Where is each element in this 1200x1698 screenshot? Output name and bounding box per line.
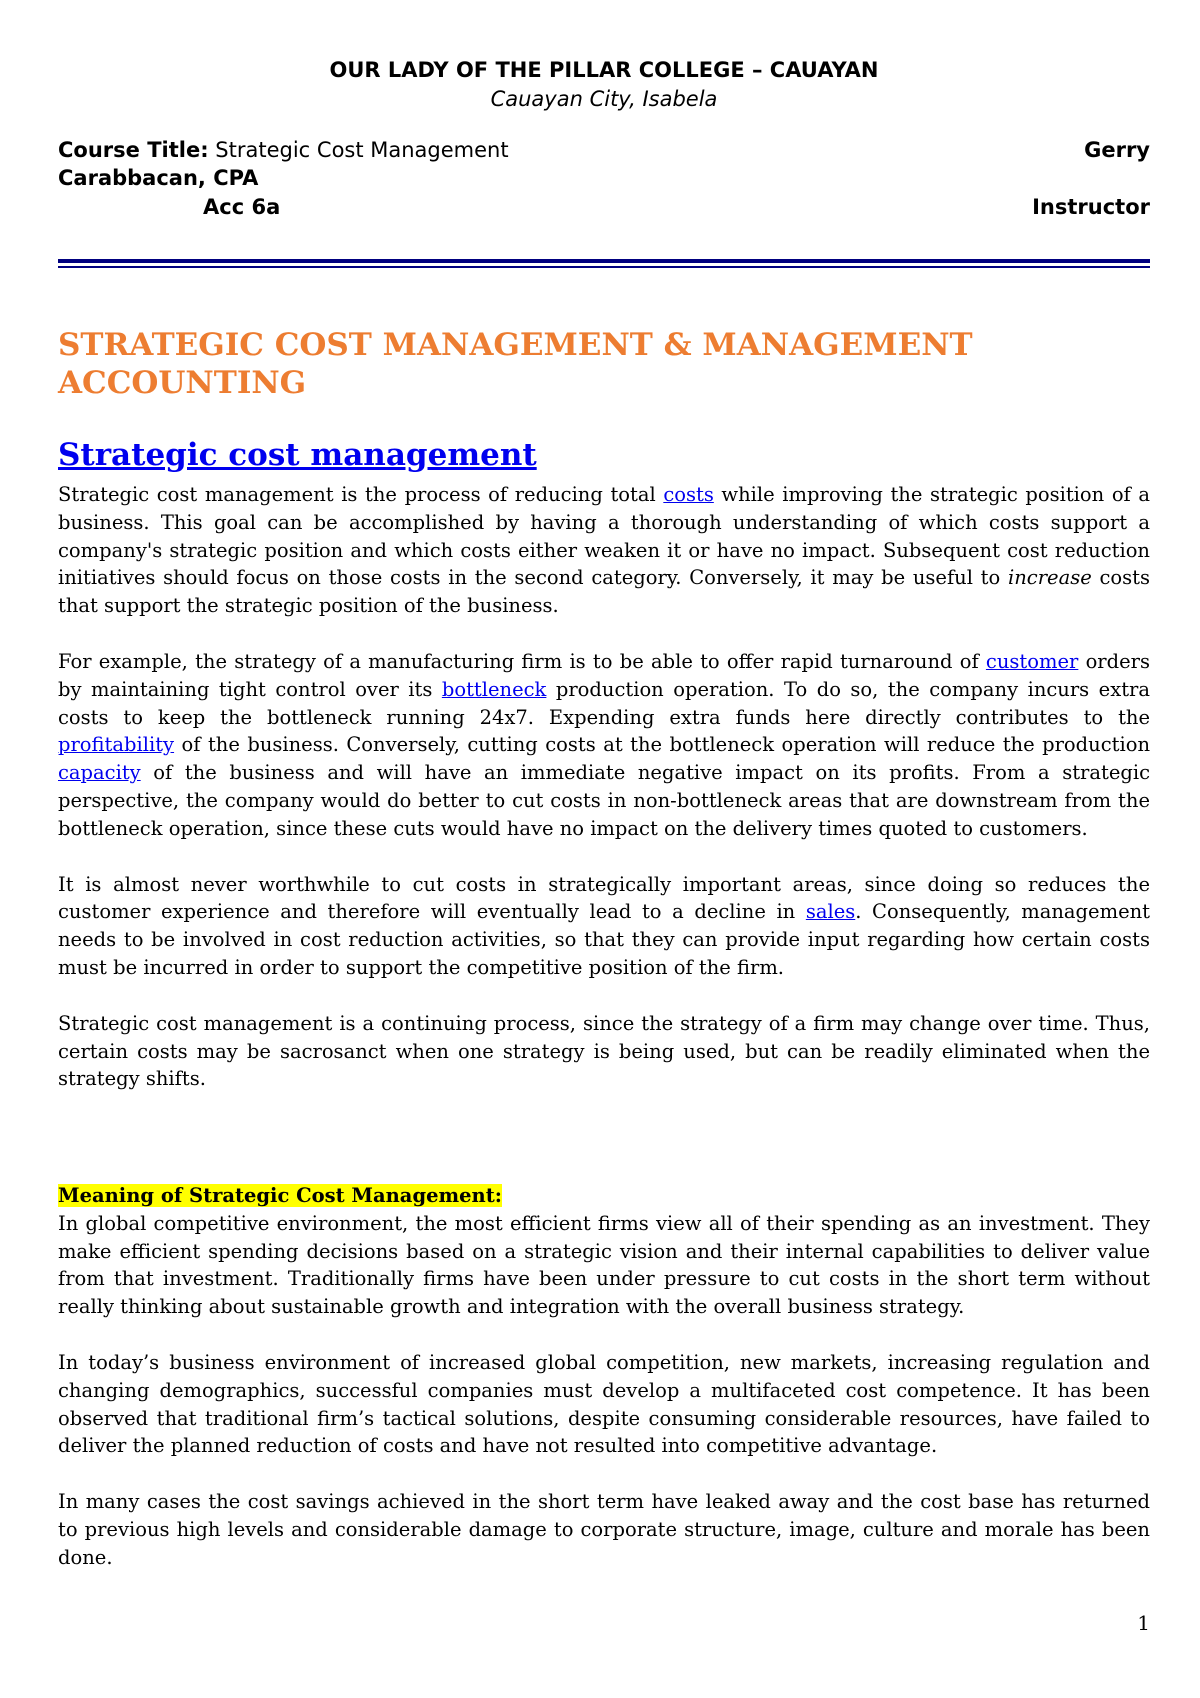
link-profitability[interactable]: profitability [58,733,175,757]
paragraph-continuing-process: Strategic cost management is a continuing process, since the strategy of a firm may change over time. Thus, certain costs may be sacrosanct when one strategy is being used, but can be readily eliminated when the strategy shifts. [58,1011,1150,1091]
paragraph-example: For example, the strategy of a manufacturing firm is to be able to offer rapid turnaround of customer orders by maintaining tight control over its bottleneck production operation. To do so, the company incurs extra costs to keep the bottleneck running 24x7. Expending extra funds here directly contributes to the profitability of the business. Conversely, cutting costs at the bottleneck operation will reduce the production capacity of the business and will have an immediate negative impact on its profits. From a strategic perspective, the company would do better to cut costs in non-bottleneck areas that are downstream from the bottleneck operation, since these cuts would have no impact on the delivery times quoted to customers. [58,649,1150,840]
instructor-last-name: Carabbacan, CPA [58,166,259,190]
header-divider-thin [58,266,1150,268]
instructor-first-name: Gerry [1084,138,1150,162]
course-section: Acc 6a [203,195,281,219]
link-capacity[interactable]: capacity [58,761,141,785]
paragraph-todays-business: In today’s business environment of increased global competition, new markets, increasing regulation and changing demographics, successful companies must develop a multifaceted cost competence. It has been observed that traditional firm’s tactical solutions, despite consuming considerable resources, have failed to deliver the planned reduction of costs and have not resulted into competitive advantage. [58,1350,1150,1458]
paragraph-cost-savings: In many cases the cost savings achieved in the short term have leaked away and the cost base has returned to previous high levels and considerable damage to corporate structure, image, culture and morale has been done. [58,1490,1150,1569]
link-bottleneck[interactable]: bottleneck [441,677,547,701]
document-title: STRATEGIC COST MANAGEMENT & MANAGEMENT ACCOUNTING [58,327,973,401]
course-row [58,136,1150,192]
section-heading-link[interactable]: Strategic cost management [58,437,537,473]
instructor-role: Instructor [1032,195,1150,219]
college-name: OUR LADY OF THE PILLAR COLLEGE – CAUAYAN [329,58,879,82]
document-header [58,56,1150,222]
paragraph-definition: Strategic cost management is the process of reducing total costs while improving the strategic position of a business. This goal can be accomplished by having a thorough understanding of which costs support a company's strategic position and which costs either weaken it or have no impact. Subsequent cost reduction initiatives should focus on those costs in the second category. Conversely, it may be useful to increase costs that support the strategic position of the business. [58,483,1150,618]
body-text-block-2 [58,1182,1150,1600]
course-label: Course Title: [58,138,209,162]
course-title: Strategic Cost Management [215,138,509,162]
college-city: Cauayan City, Isabela [490,87,718,111]
emphasis-increase: increase [1007,566,1092,590]
meaning-heading-line [58,1182,1150,1210]
meaning-heading: Meaning of Strategic Cost Management: [58,1184,502,1207]
paragraph-global-environment: In global competitive environment, the most efficient firms view all of their spending as an investment. They make efficient spending decisions based on a strategic vision and their internal capabilities to deliver value from that investment. Traditionally firms have been under pressure to cut costs in the short term without really thinking about sustainable growth and integration with the overall business strategy. [58,1211,1150,1319]
link-sales[interactable]: sales [805,900,856,924]
section-row [58,192,1150,222]
header-divider-thick [58,259,1150,263]
link-customer[interactable]: customer [985,649,1079,673]
paragraph-worthwhile: It is almost never worthwhile to cut costs in strategically important areas, since doing so reduces the customer experience and therefore will eventually lead to a decline in sales. Consequently, management needs to be involved in cost reduction activities, so that they can provide input regarding how certain costs must be incurred in order to support the competitive position of the firm. [58,872,1150,979]
page-number: 1 [1137,1611,1150,1635]
body-text-block-1 [58,481,1150,1121]
link-costs[interactable]: costs [663,483,714,506]
